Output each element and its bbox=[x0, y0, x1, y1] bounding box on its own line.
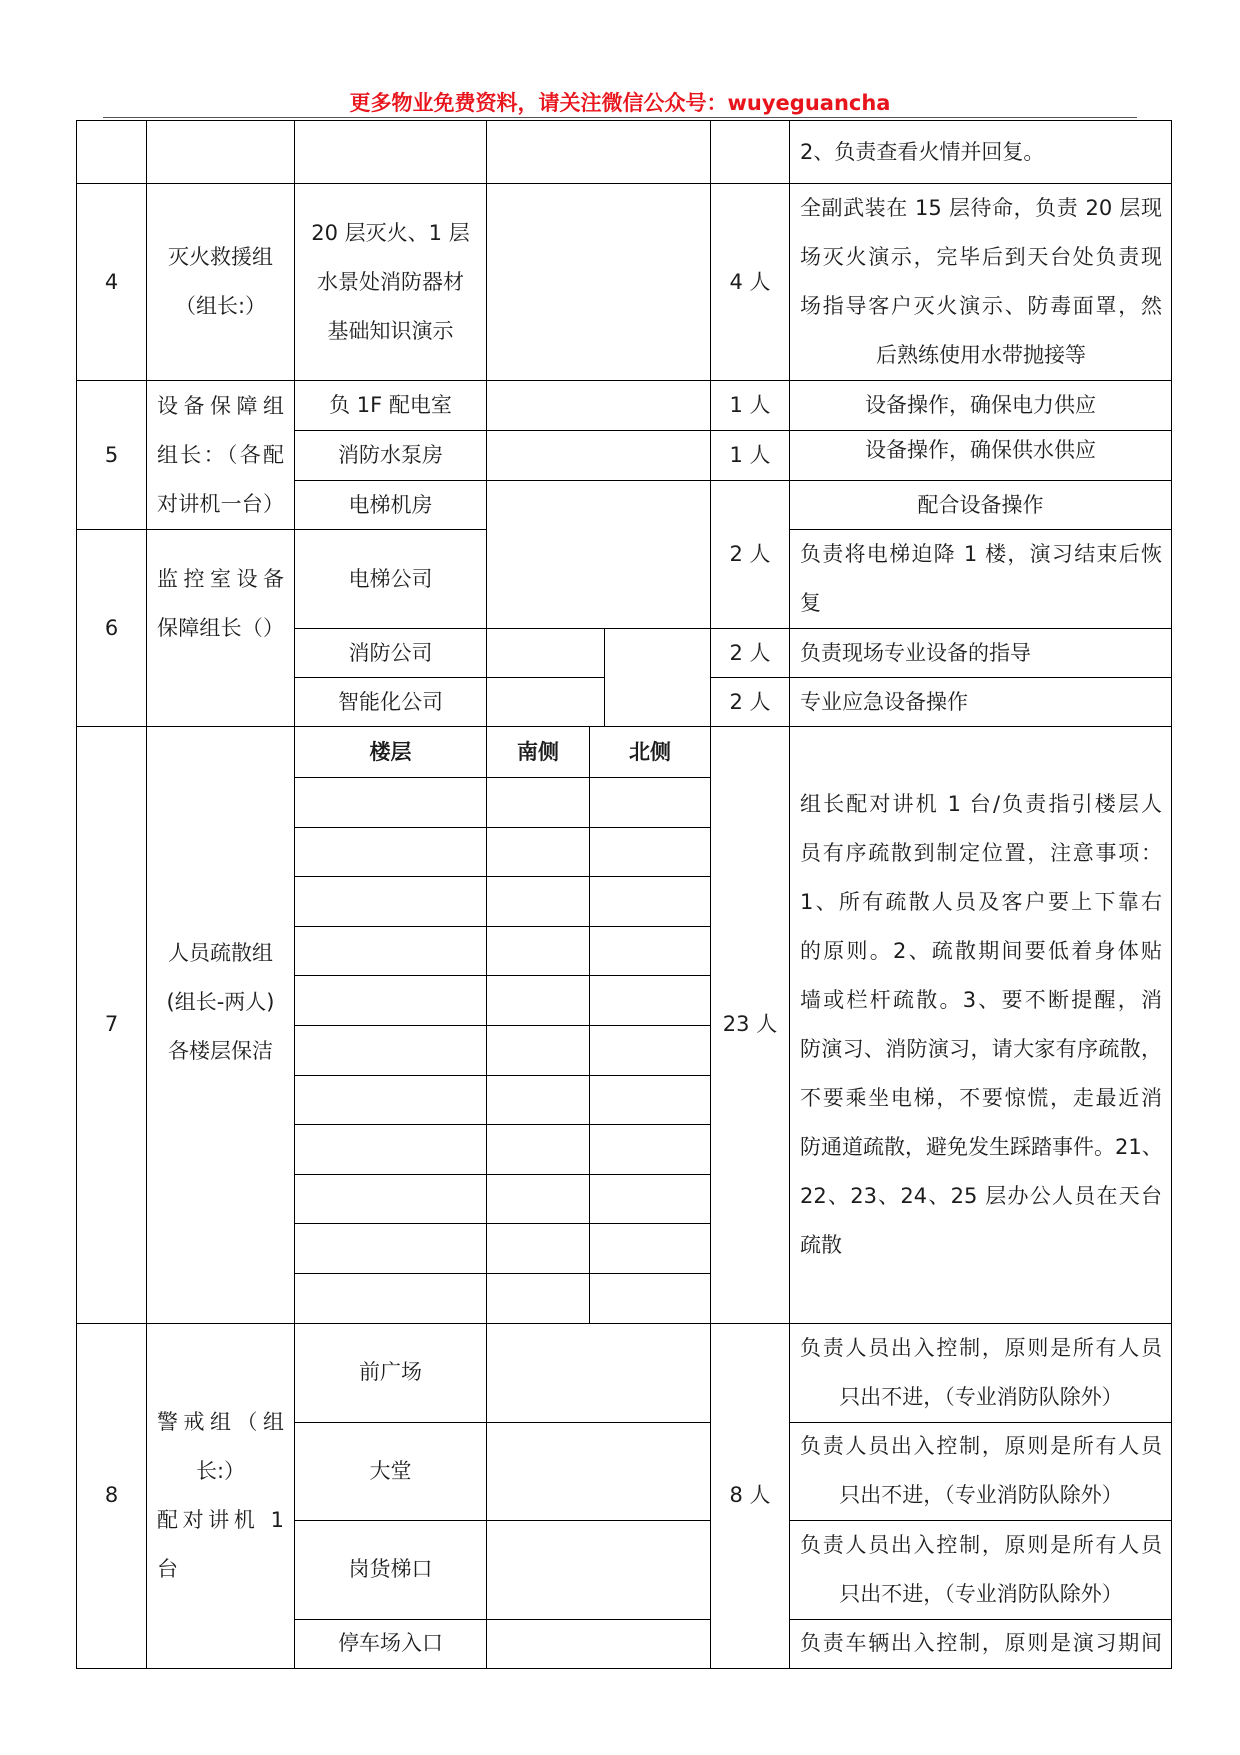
duty-cell bbox=[790, 629, 1172, 678]
group-name-line: 台 bbox=[157, 1556, 178, 1581]
empty-cell bbox=[487, 121, 711, 184]
duty-line: 不要乘坐电梯，不要惊慌，走最近消 bbox=[800, 1085, 1162, 1110]
floor-column-header bbox=[295, 727, 487, 778]
headcount: 1 人 bbox=[729, 393, 771, 417]
empty-cell bbox=[147, 121, 295, 184]
south-cell bbox=[487, 1125, 590, 1175]
duty-line: 后熟练使用水带抛接等 bbox=[876, 343, 1086, 367]
group-name-line: （组长:） bbox=[174, 294, 267, 318]
headcount: 2 人 bbox=[729, 689, 771, 714]
north-cell bbox=[590, 1274, 711, 1324]
north-cell bbox=[590, 1175, 711, 1225]
empty-cell bbox=[711, 121, 790, 184]
duty-cell bbox=[790, 678, 1172, 727]
south-cell bbox=[487, 976, 590, 1026]
north-column-header bbox=[590, 727, 711, 778]
headcount-cell bbox=[711, 431, 790, 481]
duty-line: 的原则。2、疏散期间要低着身体贴 bbox=[800, 938, 1162, 963]
floor-cell bbox=[295, 1224, 487, 1274]
group-name bbox=[147, 727, 295, 1324]
empty-cell bbox=[487, 629, 605, 678]
duty-cell bbox=[790, 184, 1172, 381]
empty-cell bbox=[77, 121, 147, 184]
duty-line: 复 bbox=[800, 591, 821, 615]
group-number-text: 5 bbox=[104, 442, 119, 467]
area-line: 前广场 bbox=[359, 1360, 422, 1385]
north-cell bbox=[590, 877, 711, 927]
group-number bbox=[77, 381, 147, 530]
group-name bbox=[147, 1324, 295, 1669]
area-cell bbox=[295, 431, 487, 481]
empty-cell bbox=[487, 481, 711, 629]
group-number-text: 4 bbox=[104, 269, 119, 294]
duty-line: 设备操作，确保供水供应 bbox=[865, 438, 1096, 462]
north-cell bbox=[590, 828, 711, 878]
headcount-cell bbox=[711, 381, 790, 431]
headcount: 8 人 bbox=[729, 1483, 771, 1508]
duty-cell bbox=[790, 121, 1172, 184]
area-cell bbox=[295, 381, 487, 431]
group-name-line: 对讲机一台） bbox=[157, 491, 284, 516]
headcount-cell bbox=[711, 629, 790, 678]
north-header-text: 北侧 bbox=[629, 739, 671, 764]
duty-line: 只出不进，（专业消防队除外） bbox=[839, 1581, 1123, 1606]
duty-line: 疏散 bbox=[800, 1232, 842, 1257]
empty-cell bbox=[487, 431, 711, 481]
empty-cell bbox=[295, 121, 487, 184]
group-name-line: 监控室设备 bbox=[157, 567, 284, 591]
area-line: 基础知识演示 bbox=[327, 318, 454, 343]
group-name bbox=[147, 381, 295, 530]
duty-cell bbox=[790, 481, 1172, 530]
area-line: 20 层灭火、1 层 bbox=[311, 220, 470, 245]
floor-cell bbox=[295, 828, 487, 878]
duty-line: 配合设备操作 bbox=[917, 492, 1044, 517]
group-number bbox=[77, 530, 147, 727]
area-line: 电梯机房 bbox=[348, 492, 433, 517]
group-name-line: 灭火救援组 bbox=[168, 245, 273, 269]
group-name-line: (组长-两人) bbox=[166, 990, 275, 1015]
area-line: 消防水泵房 bbox=[338, 443, 443, 467]
group-name-line: 人员疏散组 bbox=[168, 941, 273, 966]
duty-cell bbox=[790, 431, 1172, 481]
floor-cell bbox=[295, 976, 487, 1026]
floor-cell bbox=[295, 1175, 487, 1225]
duty-line: 负责现场专业设备的指导 bbox=[800, 640, 1031, 665]
group-number bbox=[77, 1324, 147, 1669]
duty-line: 负责车辆出入控制，原则是演习期间 bbox=[800, 1631, 1162, 1656]
duty-line: 负责人员出入控制，原则是所有人员 bbox=[800, 1532, 1162, 1557]
south-cell bbox=[487, 877, 590, 927]
area-line: 负 1F 配电室 bbox=[329, 393, 452, 417]
area-line: 电梯公司 bbox=[348, 566, 433, 591]
duty-cell bbox=[790, 1423, 1172, 1521]
header-rule bbox=[103, 117, 1137, 118]
area-cell bbox=[295, 184, 487, 381]
duty-line: 防演习、消防演习，请大家有序疏散， bbox=[800, 1036, 1162, 1061]
empty-cell bbox=[487, 1521, 711, 1620]
area-cell bbox=[295, 678, 487, 727]
south-header-text: 南侧 bbox=[517, 739, 559, 764]
headcount: 4 人 bbox=[729, 269, 771, 294]
north-cell bbox=[590, 1026, 711, 1076]
area-line: 大堂 bbox=[369, 1458, 412, 1483]
group-name-line: 配对讲机 1 bbox=[157, 1507, 284, 1532]
south-cell bbox=[487, 828, 590, 878]
south-column-header bbox=[487, 727, 590, 778]
south-cell bbox=[487, 1224, 590, 1274]
south-cell bbox=[487, 927, 590, 977]
duty-line: 墙或栏杆疏散。3、要不断提醒，消 bbox=[800, 987, 1162, 1012]
area-line: 水景处消防器材 bbox=[317, 269, 464, 294]
north-cell bbox=[590, 927, 711, 977]
duty-cell bbox=[790, 1620, 1172, 1669]
group-name bbox=[147, 530, 295, 727]
empty-cell bbox=[487, 1620, 711, 1669]
north-cell bbox=[590, 1224, 711, 1274]
duty-line: 负责人员出入控制，原则是所有人员 bbox=[800, 1335, 1162, 1360]
group-number bbox=[77, 184, 147, 381]
duty-line: 22、23、24、25 层办公人员在天台 bbox=[800, 1183, 1162, 1208]
empty-cell bbox=[487, 678, 605, 727]
duty-line: 1、所有疏散人员及客户要上下靠右 bbox=[800, 889, 1162, 914]
duty-cell bbox=[790, 1521, 1172, 1620]
south-cell bbox=[487, 1274, 590, 1324]
duty-line: 场指导客户灭火演示、防毒面罩，然 bbox=[800, 294, 1162, 318]
duty-cell bbox=[790, 530, 1172, 629]
headcount-cell bbox=[711, 481, 790, 629]
empty-cell bbox=[487, 1423, 711, 1521]
group-name-line: 保障组长（） bbox=[157, 616, 284, 640]
headcount-cell bbox=[711, 727, 790, 1324]
floor-cell bbox=[295, 1274, 487, 1324]
group-name-line: 警戒组（组 bbox=[157, 1409, 284, 1434]
south-cell bbox=[487, 1175, 590, 1225]
duty-line: 只出不进，（专业消防队除外） bbox=[839, 1483, 1123, 1508]
south-cell bbox=[487, 1076, 590, 1126]
duty-line: 专业应急设备操作 bbox=[800, 689, 968, 714]
floor-cell bbox=[295, 1026, 487, 1076]
headcount: 23 人 bbox=[722, 1012, 778, 1037]
duty-cell bbox=[790, 1324, 1172, 1423]
group-name-line: 设备保障组 bbox=[157, 393, 284, 418]
area-line: 智能化公司 bbox=[338, 689, 443, 714]
duty-line: 防通道疏散，避免发生踩踏事件。21、 bbox=[800, 1134, 1163, 1159]
floor-cell bbox=[295, 927, 487, 977]
floor-cell bbox=[295, 778, 487, 828]
group-name-line: 组长：（各配 bbox=[157, 442, 284, 467]
duty-line: 负责人员出入控制，原则是所有人员 bbox=[800, 1434, 1162, 1459]
headcount: 1 人 bbox=[729, 443, 771, 467]
duty-line: 场灭火演示，完毕后到天台处负责现 bbox=[800, 245, 1162, 269]
duty-cell bbox=[790, 727, 1172, 1324]
group-name-line: 长:） bbox=[195, 1458, 246, 1483]
floor-cell bbox=[295, 1125, 487, 1175]
duty-line: 员有序疏散到制定位置，注意事项： bbox=[800, 840, 1162, 865]
headcount-cell bbox=[711, 678, 790, 727]
area-cell bbox=[295, 1521, 487, 1620]
group-number-text: 8 bbox=[104, 1483, 119, 1508]
area-line: 消防公司 bbox=[348, 640, 433, 665]
empty-cell bbox=[487, 1324, 711, 1423]
headcount-cell bbox=[711, 184, 790, 381]
group-name-line: 各楼层保洁 bbox=[168, 1039, 273, 1064]
area-line: 停车场入口 bbox=[338, 1631, 443, 1656]
duty-line: 只出不进，（专业消防队除外） bbox=[839, 1384, 1123, 1409]
group-name bbox=[147, 184, 295, 381]
area-cell bbox=[295, 629, 487, 678]
group-number-text: 7 bbox=[104, 1012, 119, 1037]
empty-cell bbox=[487, 184, 711, 381]
headcount-cell bbox=[711, 1324, 790, 1669]
duty-line: 设备操作，确保电力供应 bbox=[865, 393, 1096, 417]
floor-header-text: 楼层 bbox=[369, 739, 412, 764]
north-cell bbox=[590, 1076, 711, 1126]
group-number-text: 6 bbox=[104, 615, 119, 640]
north-cell bbox=[590, 778, 711, 828]
empty-cell bbox=[605, 629, 711, 727]
floor-cell bbox=[295, 1076, 487, 1126]
area-line: 岗货梯口 bbox=[348, 1557, 433, 1582]
duty-cell bbox=[790, 381, 1172, 431]
headcount: 2 人 bbox=[729, 640, 771, 665]
duty-line: 组长配对讲机 1 台/负责指引楼层人 bbox=[800, 791, 1162, 816]
group-number bbox=[77, 727, 147, 1324]
duty-line: 全副武装在 15 层待命，负责 20 层现 bbox=[800, 196, 1162, 220]
area-cell bbox=[295, 1324, 487, 1423]
area-cell bbox=[295, 530, 487, 629]
drill-assignment-table bbox=[76, 120, 1172, 1669]
headcount: 2 人 bbox=[729, 542, 771, 566]
north-cell bbox=[590, 1125, 711, 1175]
area-cell bbox=[295, 481, 487, 530]
duty-line: 2、负责查看火情并回复。 bbox=[800, 139, 1045, 164]
duty-line: 负责将电梯迫降 1 楼，演习结束后恢 bbox=[800, 542, 1162, 566]
area-cell bbox=[295, 1620, 487, 1669]
south-cell bbox=[487, 1026, 590, 1076]
north-cell bbox=[590, 976, 711, 1026]
south-cell bbox=[487, 778, 590, 828]
promo-header: 更多物业免费资料，请关注微信公众号：wuyeguancha bbox=[349, 91, 891, 115]
area-cell bbox=[295, 1423, 487, 1521]
floor-cell bbox=[295, 877, 487, 927]
empty-cell bbox=[487, 381, 711, 431]
